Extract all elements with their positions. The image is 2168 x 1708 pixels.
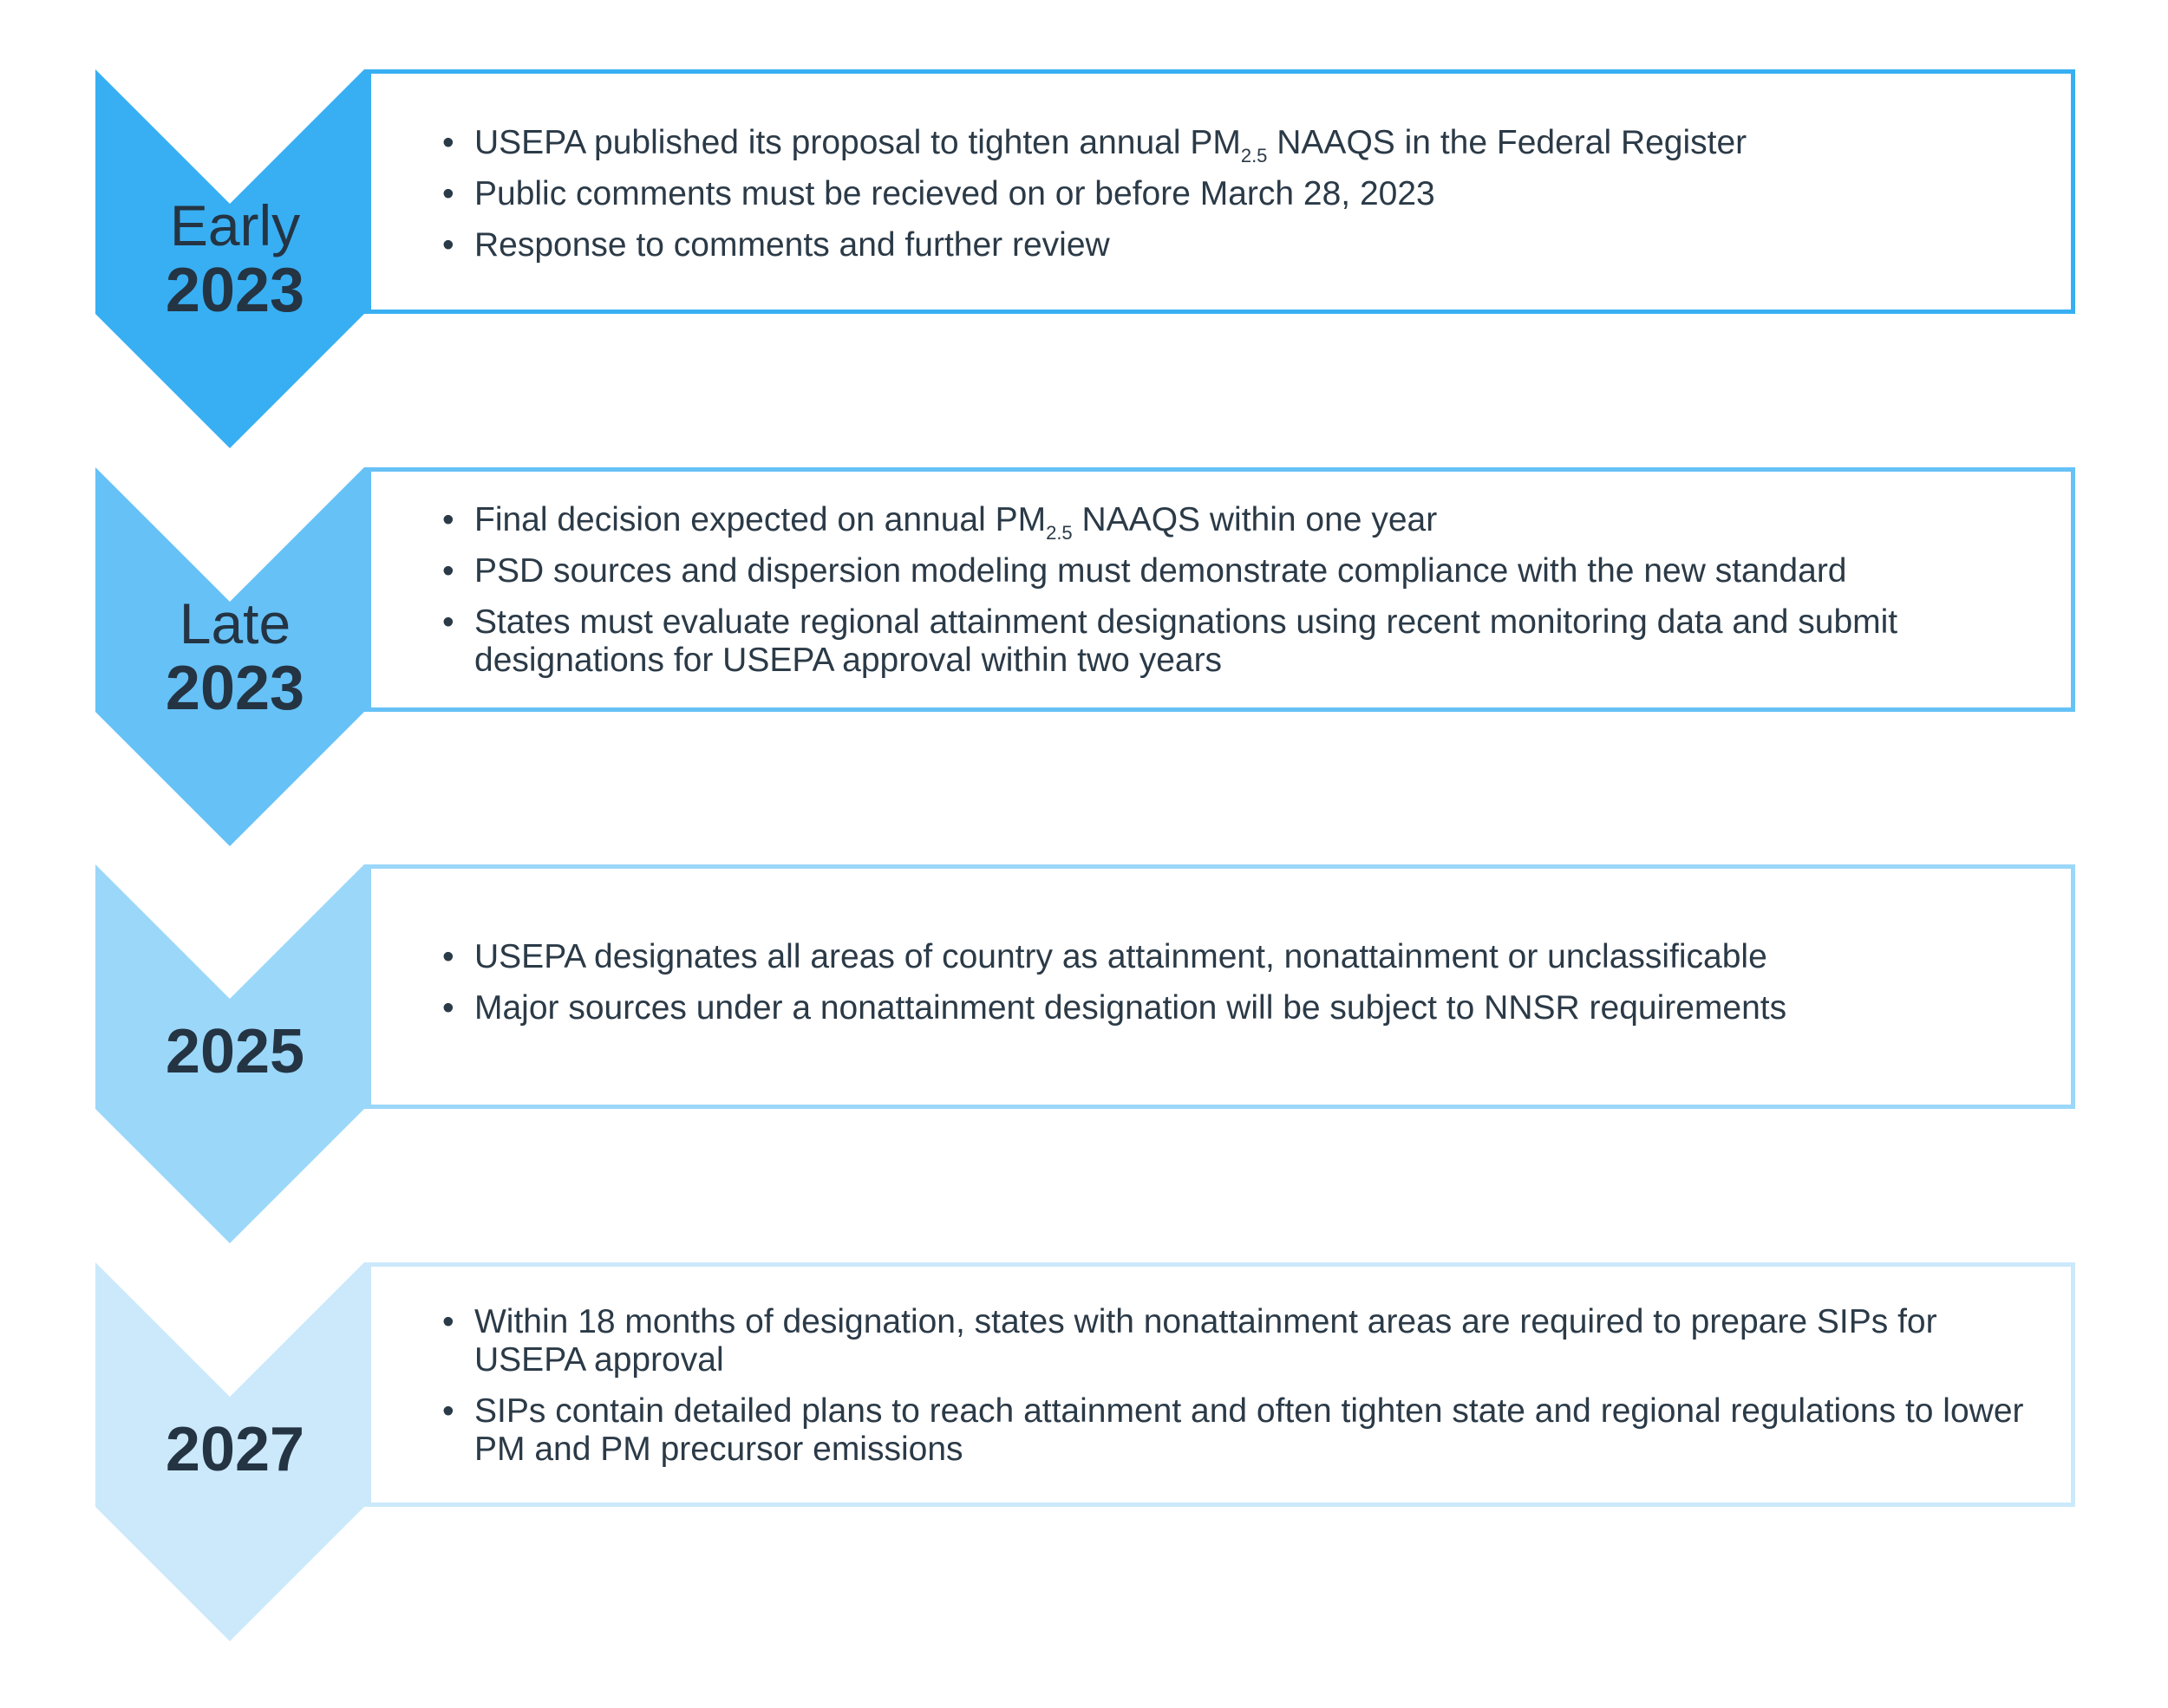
timeline-card — [165, 467, 2075, 723]
stage-year: 2023 — [165, 654, 305, 723]
bullet-item: • Major sources under a nonattainment designation will be subject to NNSR requirements — [442, 989, 2045, 1027]
bullet-item: • Within 18 months of designation, states with nonattainment areas are required to prepare SIPs for USEPA approval — [442, 1303, 2045, 1379]
bullet-item: • PSD sources and dispersion modeling must demonstrate compliance with the new standard — [442, 552, 2045, 590]
timeline-card — [165, 69, 2075, 325]
timeline-card — [165, 864, 2075, 1109]
stage-bullet-list — [442, 938, 2045, 1040]
stage-year: 2027 — [165, 1415, 305, 1484]
stage-period: Late — [179, 591, 291, 655]
stage-bullet-list — [442, 124, 2045, 277]
timeline-stage-late-2023 — [0, 467, 2168, 866]
stage-label — [88, 591, 382, 723]
stage-bullet-list — [442, 501, 2045, 693]
bullet-item: • USEPA designates all areas of country as attainment, nonattainment or unclassificable — [442, 938, 2045, 976]
stage-period: Early — [169, 193, 301, 258]
timeline-card — [165, 1262, 2075, 1507]
stage-label — [88, 1017, 382, 1086]
stage-label — [88, 1415, 382, 1484]
stage-label — [88, 193, 382, 325]
bullet-item: • USEPA published its proposal to tighten annual $PM_{2.5}$ NAAQS in the Federal Register — [442, 124, 2045, 162]
bullet-item: • SIPs contain detailed plans to reach attainment and often tighten state and regional regulations to lower PM and PM precursor emissions — [442, 1392, 2045, 1469]
subscript: 2.5 — [1240, 145, 1268, 166]
timeline-stage-early-2023 — [0, 69, 2168, 468]
timeline-stage-2027 — [0, 1262, 2168, 1661]
bullet-item: • States must evaluate regional attainment designations using recent monitoring data and submit designations for USEPA approval within two years — [442, 603, 2045, 680]
bullet-item: • Final decision expected on annual $PM_{2.5}$ NAAQS within one year — [442, 501, 2045, 539]
stage-bullet-list — [442, 1303, 2045, 1482]
bullet-item: • Public comments must be recieved on or before March 28, 2023 — [442, 175, 2045, 213]
stage-year: 2025 — [165, 1017, 305, 1086]
bullet-item: • Response to comments and further review — [442, 226, 2045, 264]
subscript: 2.5 — [1046, 522, 1073, 544]
stage-year: 2023 — [165, 256, 305, 325]
timeline-stage-2025 — [0, 864, 2168, 1263]
